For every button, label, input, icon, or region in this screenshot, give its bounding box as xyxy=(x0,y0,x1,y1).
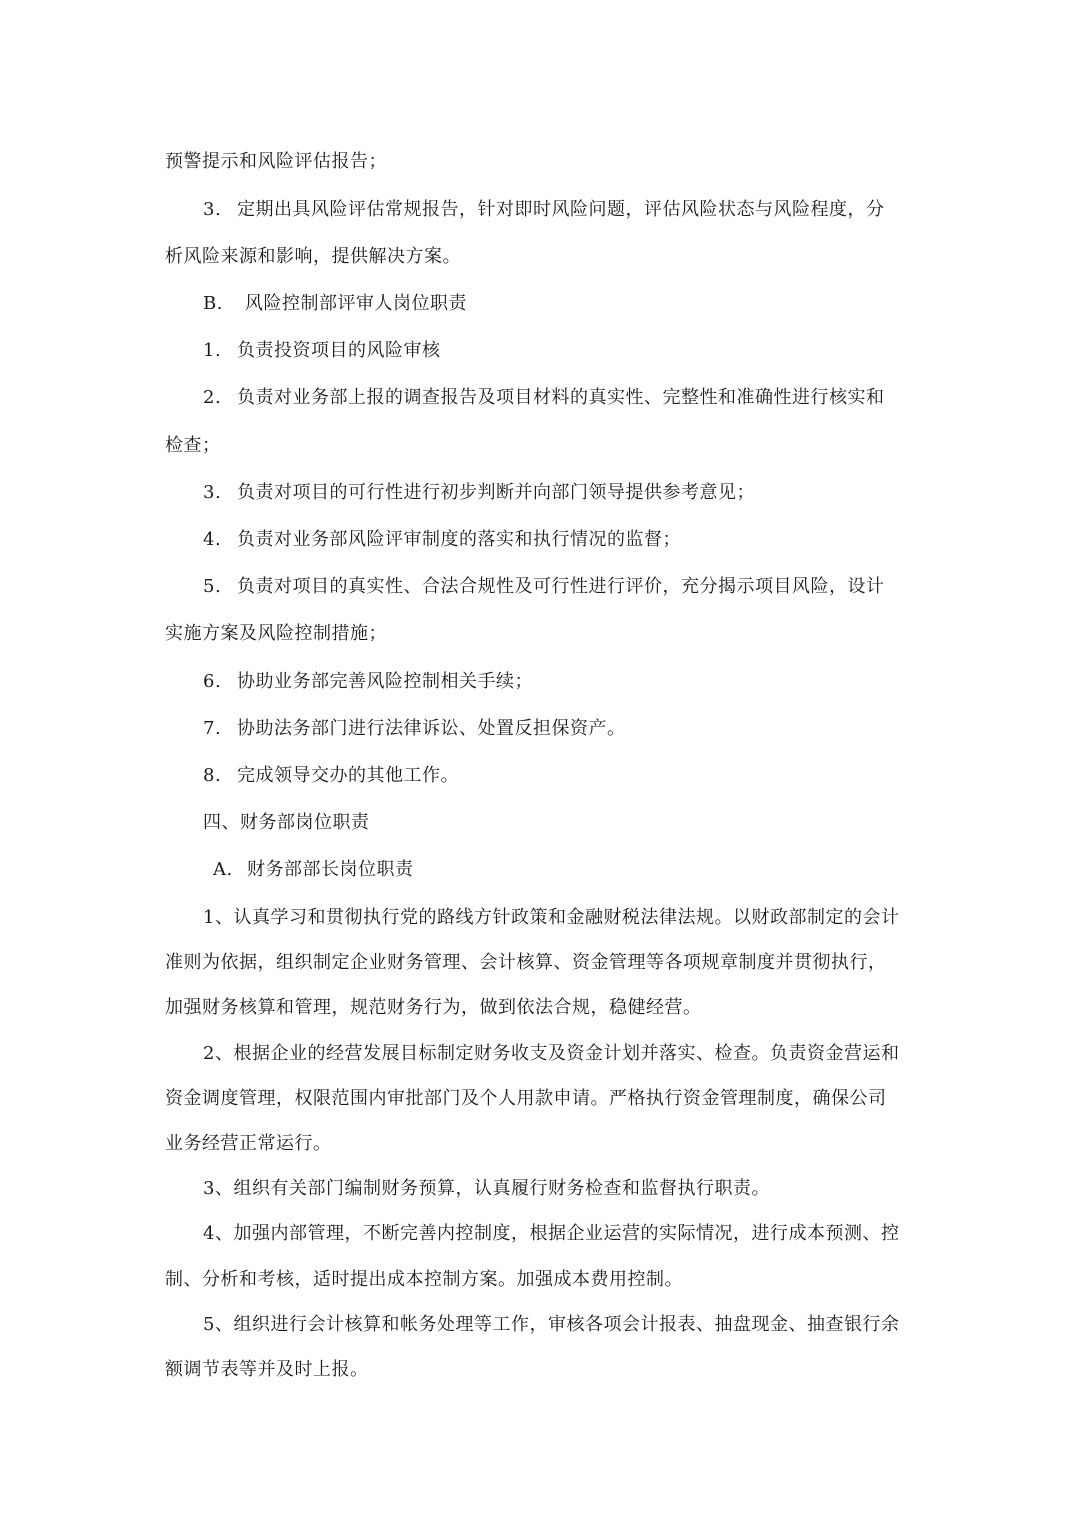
paragraph-line: 4、加强内部管理，不断完善内控制度，根据企业运营的实际情况，进行成本预测、控 xyxy=(203,1223,900,1244)
list-item: 3. 负责对项目的可行性进行初步判断并向部门领导提供参考意见； xyxy=(203,482,755,503)
text-line: 实施方案及风险控制措施； xyxy=(165,623,387,644)
text-line: 预警提示和风险评估报告； xyxy=(165,151,387,172)
paragraph-line: 5、组织进行会计核算和帐务处理等工作，审核各项会计报表、抽盘现金、抽查银行余 xyxy=(203,1314,900,1335)
section-heading: A. 财务部部长岗位职责 xyxy=(213,859,414,880)
paragraph-line: 2、根据企业的经营发展目标制定财务收支及资金计划并落实、检查。负责资金营运和 xyxy=(203,1043,900,1064)
text-line: 加强财务核算和管理，规范财务行为，做到依法合规，稳健经营。 xyxy=(165,997,702,1018)
list-item: 1. 负责投资项目的风险审核 xyxy=(203,340,441,361)
list-item: 7. 协助法务部门进行法律诉讼、处置反担保资产。 xyxy=(203,718,626,739)
text-line: 额调节表等并及时上报。 xyxy=(165,1359,369,1380)
list-item: 6. 协助业务部完善风险控制相关手续； xyxy=(203,671,533,692)
paragraph-line: 1、认真学习和贯彻执行党的路线方针政策和金融财税法律法规。以财政部制定的会计 xyxy=(203,907,900,928)
paragraph-line: 3、组织有关部门编制财务预算，认真履行财务检查和监督执行职责。 xyxy=(203,1178,770,1199)
text-line: 准则为依据，组织制定企业财务管理、会计核算、资金管理等各项规章制度并贯彻执行， xyxy=(165,952,887,973)
list-item: 2. 负责对业务部上报的调查报告及项目材料的真实性、完整性和准确性进行核实和 xyxy=(203,387,885,408)
list-item: 8. 完成领导交办的其他工作。 xyxy=(203,765,459,786)
list-item: 4. 负责对业务部风险评审制度的落实和执行情况的监督； xyxy=(203,529,681,550)
list-item: 3. 定期出具风险评估常规报告，针对即时风险问题，评估风险状态与风险程度，分 xyxy=(203,199,885,220)
list-item: 5. 负责对项目的真实性、合法合规性及可行性进行评价，充分揭示项目风险，设计 xyxy=(203,576,885,597)
section-heading: B. 风险控制部评审人岗位职责 xyxy=(203,293,467,314)
text-line: 业务经营正常运行。 xyxy=(165,1133,332,1154)
text-line: 检查； xyxy=(165,435,221,456)
section-heading: 四、财务部岗位职责 xyxy=(203,812,370,833)
text-line: 制、分析和考核，适时提出成本控制方案。加强成本费用控制。 xyxy=(165,1269,683,1290)
text-line: 析风险来源和影响，提供解决方案。 xyxy=(165,246,461,267)
text-line: 资金调度管理，权限范围内审批部门及个人用款申请。严格执行资金管理制度，确保公司 xyxy=(165,1088,887,1109)
